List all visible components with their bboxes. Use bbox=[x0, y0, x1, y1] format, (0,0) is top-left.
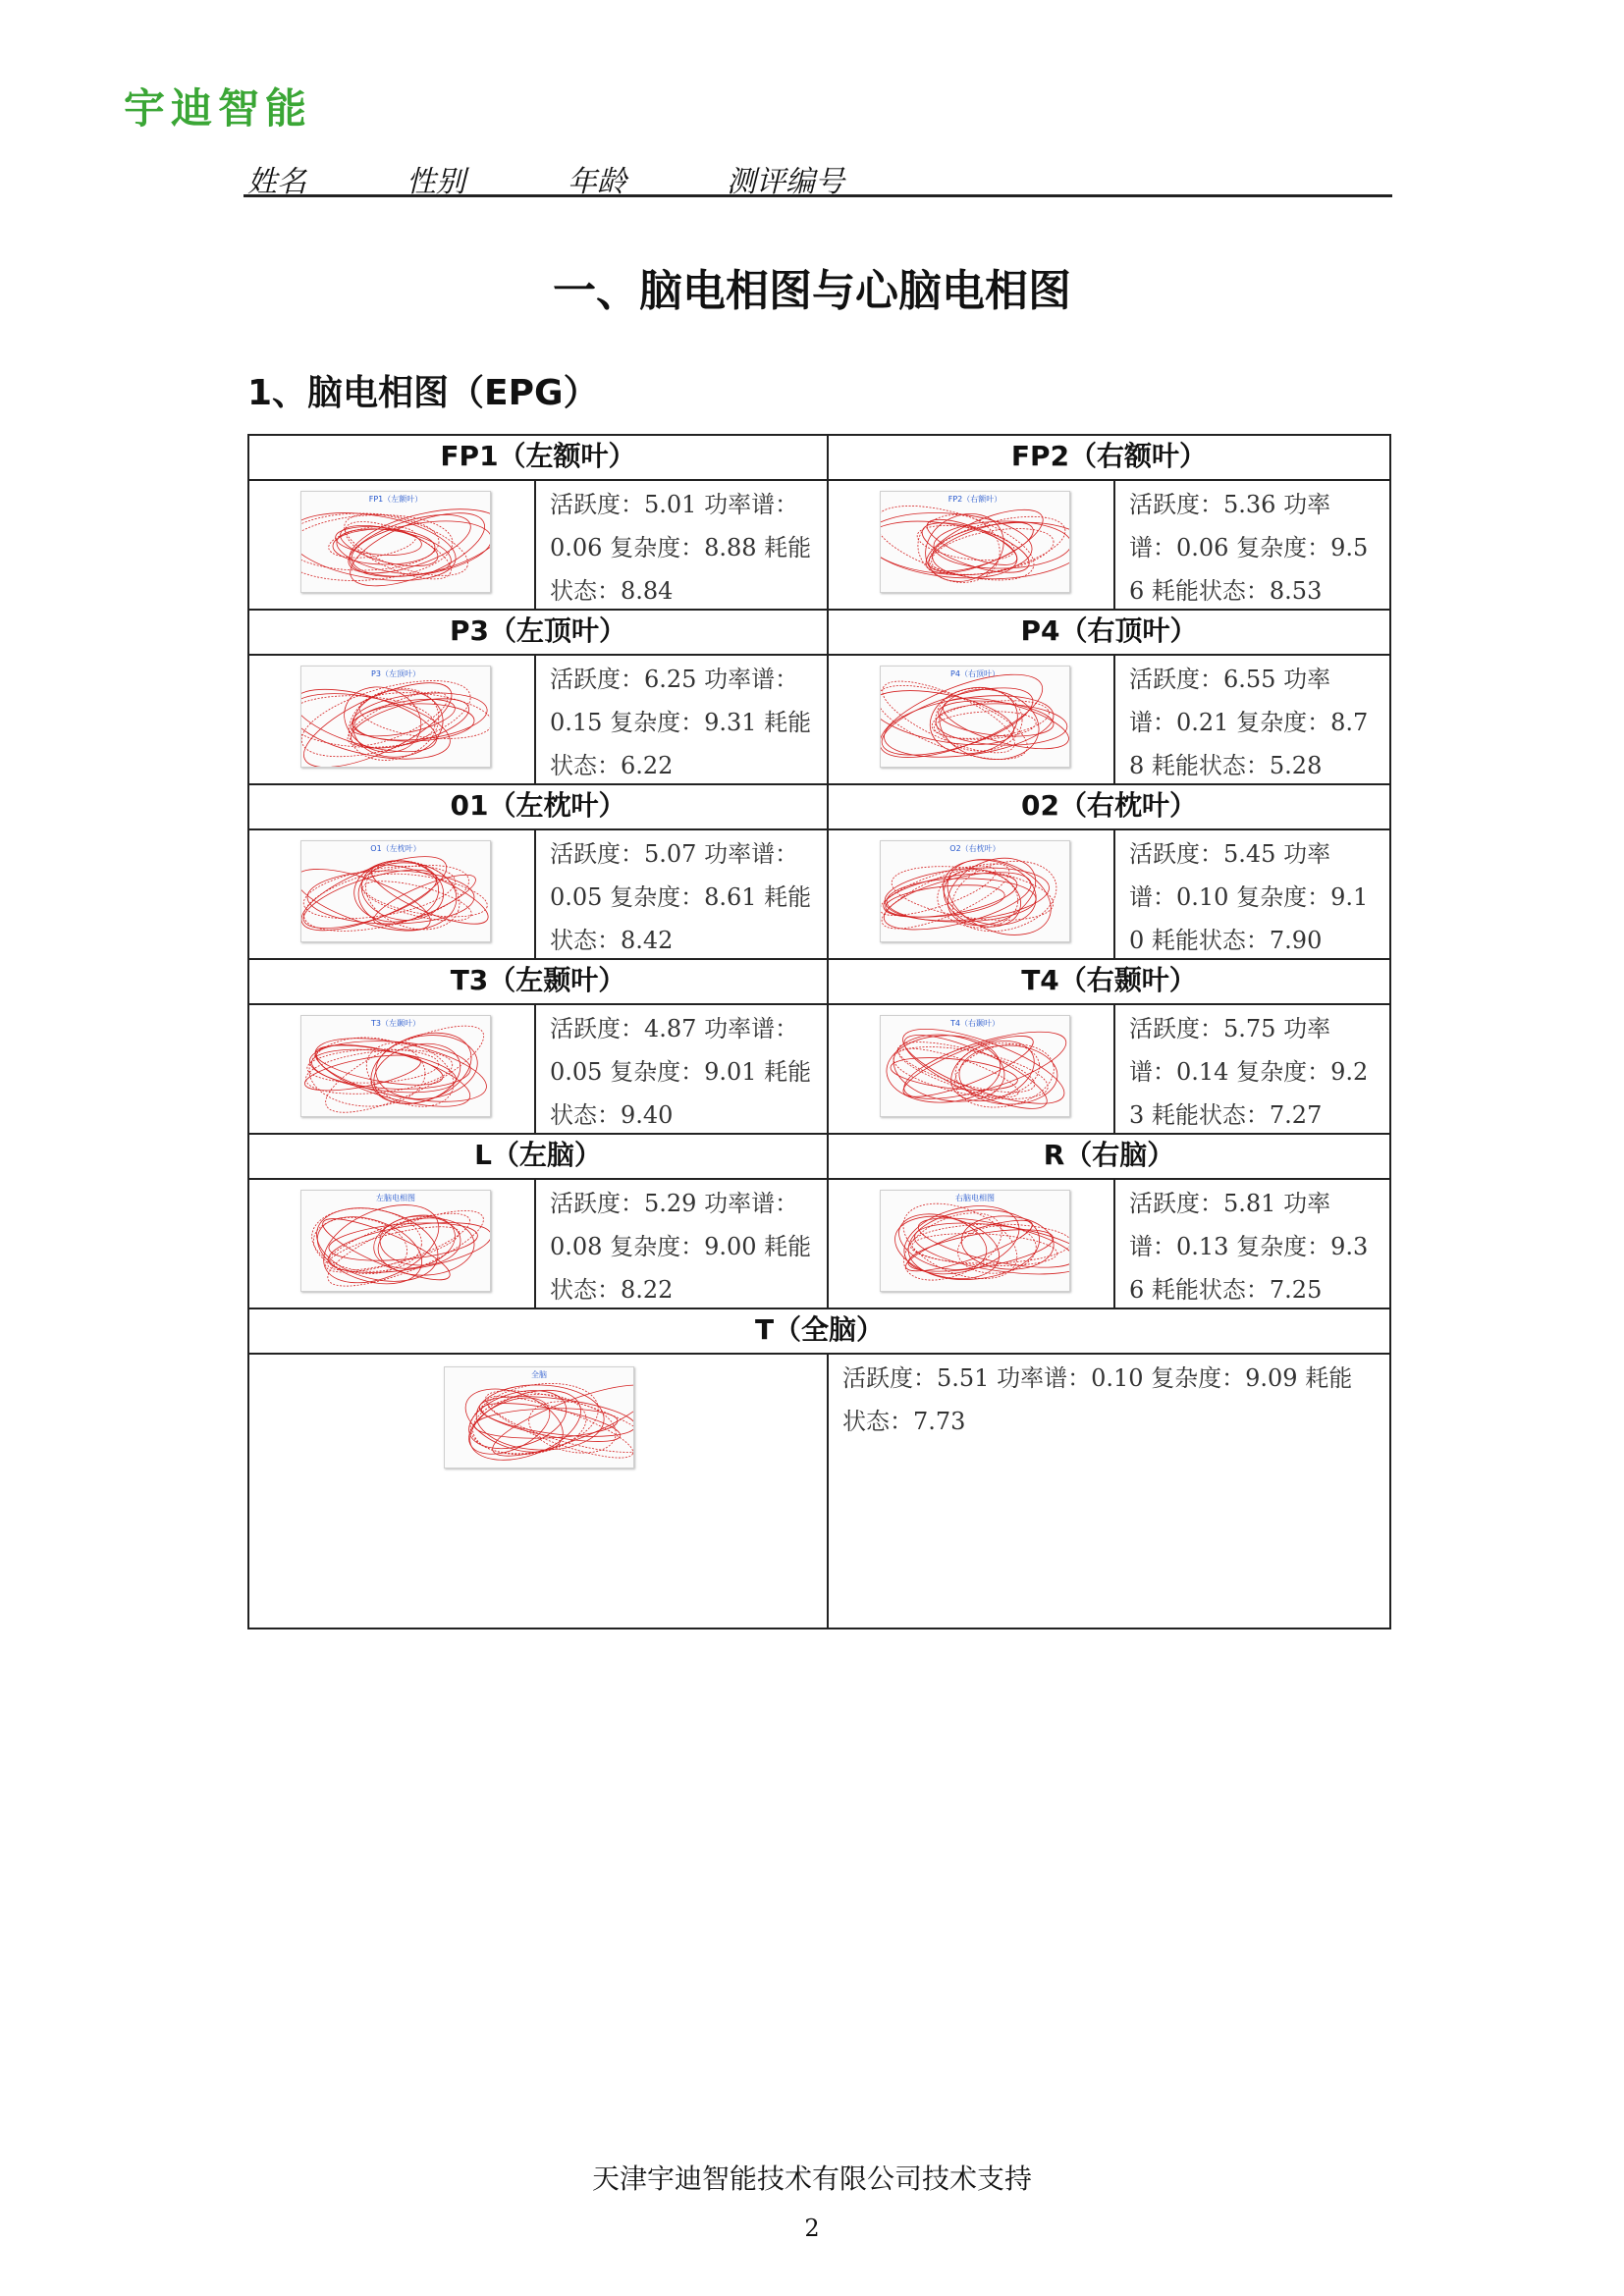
epg-trace-loop bbox=[301, 676, 443, 764]
total-header: T（全脑） bbox=[754, 1313, 885, 1346]
region-stats: 活跃度：4.87 功率谱：0.05 复杂度：9.01 耗能状态：9.40 bbox=[550, 1015, 812, 1129]
epg-trace-loop bbox=[911, 1214, 1069, 1283]
cell-divider bbox=[534, 1178, 536, 1309]
epg-thumbnail bbox=[444, 1366, 634, 1468]
epg-phase-plot bbox=[881, 492, 1069, 592]
epg-trace-loop bbox=[309, 1203, 424, 1276]
epg-thumbnail bbox=[880, 840, 1070, 942]
epg-thumbnail bbox=[880, 1190, 1070, 1292]
patient-info-row bbox=[244, 157, 1392, 197]
cell-divider bbox=[534, 1003, 536, 1135]
epg-phase-plot bbox=[881, 841, 1069, 941]
row-divider bbox=[249, 1178, 1389, 1180]
epg-thumbnail-caption: O2（右枕叶） bbox=[949, 844, 1001, 853]
cell-divider bbox=[1113, 654, 1115, 785]
region-header: 02（右枕叶） bbox=[1021, 789, 1197, 822]
epg-trace-loop bbox=[937, 851, 1043, 934]
page-number: 2 bbox=[804, 2215, 820, 2242]
epg-trace-loop bbox=[479, 1396, 623, 1450]
row-divider bbox=[249, 828, 1389, 830]
epg-trace-loop bbox=[361, 1020, 481, 1116]
epg-trace-loop bbox=[342, 503, 477, 585]
epg-trace-loop bbox=[918, 497, 1051, 586]
epg-phase-plot bbox=[881, 1016, 1069, 1116]
epg-thumbnail-caption: T3（左颞叶） bbox=[371, 1019, 420, 1028]
epg-trace-loop bbox=[952, 1038, 1044, 1101]
epg-phase-plot bbox=[881, 667, 1069, 767]
name-field-label: 姓名 bbox=[247, 165, 306, 199]
epg-phase-plot bbox=[301, 492, 490, 592]
epg-thumbnail bbox=[300, 840, 491, 942]
epg-thumbnail bbox=[300, 666, 491, 768]
epg-thumbnail-caption: FP2（右额叶） bbox=[947, 495, 1002, 504]
region-stats: 活跃度：5.81 功率谱：0.13 复杂度：9.36 耗能状态：7.25 bbox=[1129, 1190, 1369, 1304]
epg-thumbnail bbox=[880, 491, 1070, 593]
epg-trace-loop bbox=[922, 510, 1022, 574]
epg-trace-loop bbox=[337, 502, 474, 588]
region-header: FP2（右额叶） bbox=[1010, 440, 1208, 472]
row-divider bbox=[249, 1003, 1389, 1005]
footer-text: 天津宇迪智能技术有限公司技术支持 bbox=[591, 2163, 1032, 2195]
epg-trace-loop bbox=[333, 528, 436, 565]
epg-phase-plot bbox=[881, 1191, 1069, 1291]
epg-thumbnail-caption: P4（右顶叶） bbox=[950, 669, 1000, 678]
epg-thumbnail-caption: FP1（左额叶） bbox=[368, 495, 423, 504]
epg-phase-plot bbox=[301, 667, 490, 767]
epg-table bbox=[247, 434, 1391, 1629]
epg-thumbnail bbox=[880, 666, 1070, 768]
cell-divider bbox=[534, 479, 536, 611]
region-stats: 活跃度：5.01 功率谱：0.06 复杂度：8.88 耗能状态：8.84 bbox=[550, 491, 812, 605]
region-header: L（左脑） bbox=[474, 1139, 602, 1171]
epg-thumbnail-caption: O1（左枕叶） bbox=[370, 844, 421, 853]
epg-thumbnail-caption: 左脑电相图 bbox=[376, 1194, 415, 1202]
region-header: P4（右顶叶） bbox=[1020, 614, 1198, 647]
epg-trace-loop bbox=[307, 871, 474, 924]
epg-thumbnail bbox=[880, 1015, 1070, 1117]
row-divider bbox=[249, 654, 1389, 656]
gender-field-label: 性别 bbox=[406, 165, 465, 199]
region-header: T4（右颞叶） bbox=[1021, 964, 1197, 996]
epg-thumbnail bbox=[300, 491, 491, 593]
epg-trace-loop bbox=[341, 498, 490, 592]
cell-divider bbox=[1113, 1178, 1115, 1309]
epg-trace-loop bbox=[915, 519, 1017, 565]
region-header: 01（左枕叶） bbox=[450, 789, 626, 822]
epg-trace-loop bbox=[312, 1191, 451, 1291]
epg-thumbnail-caption: 右脑电相图 bbox=[955, 1194, 995, 1202]
region-header: R（右脑） bbox=[1043, 1139, 1175, 1171]
cell-divider bbox=[534, 654, 536, 785]
epg-thumbnail bbox=[300, 1015, 491, 1117]
age-field-label: 年龄 bbox=[568, 165, 626, 199]
subsection-title: 1、脑电相图（EPG） bbox=[247, 373, 599, 413]
region-stats: 活跃度：6.55 功率谱：0.21 复杂度：8.78 耗能状态：5.28 bbox=[1129, 666, 1369, 779]
epg-trace-loop bbox=[317, 1208, 456, 1291]
epg-thumbnail-caption: 全脑 bbox=[531, 1370, 547, 1379]
region-header: FP1（左额叶） bbox=[440, 440, 636, 472]
epg-trace-loop bbox=[893, 1200, 1011, 1291]
region-stats: 活跃度：5.36 功率谱：0.06 复杂度：9.56 耗能状态：8.53 bbox=[1129, 491, 1369, 605]
epg-trace-loop bbox=[935, 702, 1067, 748]
epg-trace-loop bbox=[935, 687, 1022, 752]
epg-trace-loop bbox=[301, 667, 478, 767]
epg-trace-loop bbox=[881, 492, 1042, 592]
epg-phase-plot bbox=[301, 841, 490, 941]
region-stats: 活跃度：5.07 功率谱：0.05 复杂度：8.61 耗能状态：8.42 bbox=[550, 840, 812, 954]
epg-phase-plot bbox=[301, 1191, 490, 1291]
region-header: P3（左顶叶） bbox=[449, 614, 626, 647]
region-stats: 活跃度：5.75 功率谱：0.14 复杂度：9.23 耗能状态：7.27 bbox=[1129, 1015, 1369, 1129]
epg-trace-loop bbox=[348, 692, 458, 743]
cell-divider bbox=[534, 828, 536, 960]
test-id-field-label: 测评编号 bbox=[727, 165, 844, 199]
region-header: T3（左颞叶） bbox=[450, 964, 626, 996]
epg-phase-plot bbox=[445, 1367, 633, 1468]
epg-trace-loop bbox=[937, 845, 1062, 941]
epg-thumbnail-caption: P3（左顶叶） bbox=[371, 669, 420, 678]
epg-trace-loop bbox=[301, 513, 439, 570]
epg-thumbnail bbox=[300, 1190, 491, 1292]
epg-trace-loop bbox=[934, 520, 1069, 569]
total-stats: 活跃度：5.51 功率谱：0.10 复杂度：9.09 耗能状态：7.73 bbox=[842, 1364, 1353, 1435]
region-stats: 活跃度：5.29 功率谱：0.08 复杂度：9.00 耗能状态：8.22 bbox=[550, 1190, 812, 1304]
epg-trace-loop bbox=[358, 866, 490, 925]
cell-divider bbox=[1113, 1003, 1115, 1135]
company-logo: 宇迪智能 bbox=[124, 84, 313, 133]
epg-thumbnail-caption: T4（右颞叶） bbox=[950, 1019, 1000, 1028]
epg-trace-loop bbox=[457, 1376, 571, 1465]
column-divider bbox=[827, 436, 829, 1309]
row-divider bbox=[249, 479, 1389, 481]
epg-trace-loop bbox=[376, 1215, 476, 1279]
region-stats: 活跃度：6.25 功率谱：0.15 复杂度：9.31 耗能状态：6.22 bbox=[550, 666, 812, 779]
epg-trace-loop bbox=[327, 521, 418, 562]
cell-divider bbox=[1113, 479, 1115, 611]
section-title: 一、脑电相图与心脑电相图 bbox=[553, 266, 1071, 316]
epg-phase-plot bbox=[301, 1016, 490, 1116]
column-divider bbox=[827, 1353, 829, 1628]
region-stats: 活跃度：5.45 功率谱：0.10 复杂度：9.10 耗能状态：7.90 bbox=[1129, 840, 1369, 954]
epg-trace-loop bbox=[881, 670, 1036, 767]
cell-divider bbox=[1113, 828, 1115, 960]
